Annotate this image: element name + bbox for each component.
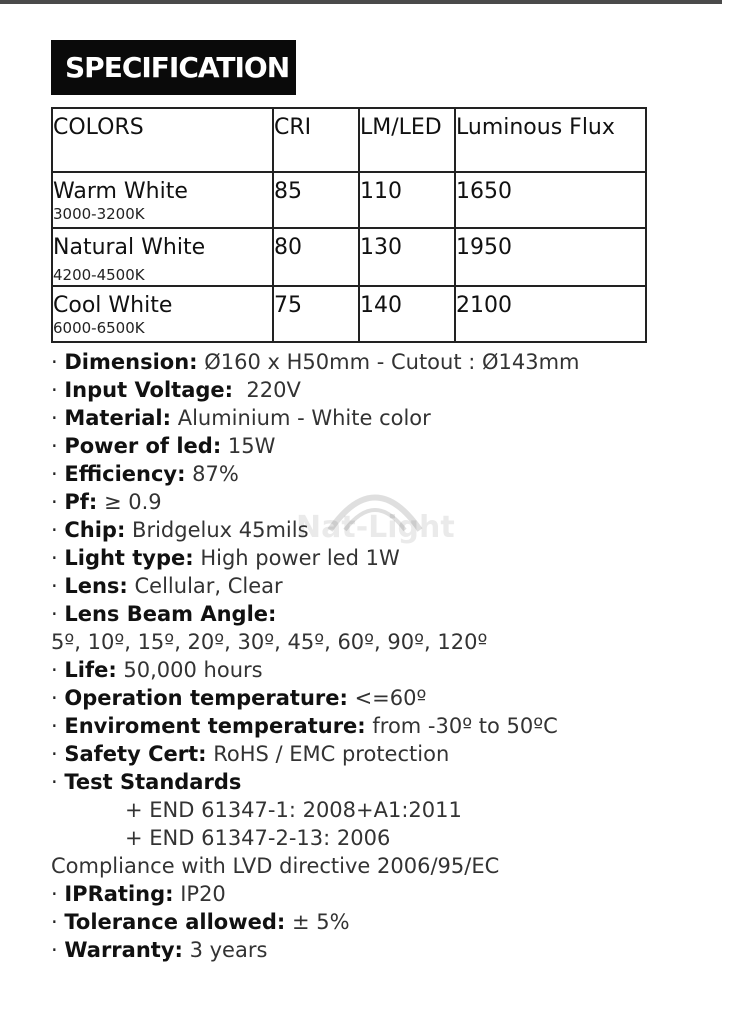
spec-ip-rating bbox=[51, 880, 711, 908]
color-name: Natural White bbox=[53, 235, 206, 260]
table-row bbox=[52, 228, 646, 286]
spec-warranty bbox=[51, 936, 711, 964]
spec-value: 15W bbox=[221, 434, 276, 458]
top-rule bbox=[0, 0, 722, 4]
spec-value: RoHS / EMC protection bbox=[206, 742, 450, 766]
spec-list bbox=[51, 348, 711, 964]
spec-label: Efficiency: bbox=[64, 462, 186, 486]
spec-value: 220V bbox=[233, 378, 301, 402]
bullet: · bbox=[51, 938, 65, 962]
cri-cell: 85 bbox=[273, 172, 359, 228]
spec-value: 50,000 hours bbox=[116, 658, 263, 682]
table-header-row bbox=[52, 108, 646, 172]
spec-value: IP20 bbox=[173, 882, 226, 906]
spec-value: Cellular, Clear bbox=[127, 574, 283, 598]
spec-pf bbox=[51, 488, 711, 516]
spec-beam-angle-values bbox=[51, 628, 711, 656]
header-lm-led: LM/LED bbox=[359, 108, 455, 172]
spec-environment-temperature bbox=[51, 712, 711, 740]
spec-value: Compliance with LVD directive 2006/95/EC bbox=[51, 854, 500, 878]
spec-chip bbox=[51, 516, 711, 544]
bullet: · bbox=[51, 434, 65, 458]
spec-label: Lens: bbox=[64, 574, 128, 598]
spec-safety-cert bbox=[51, 740, 711, 768]
spec-label: Input Voltage: bbox=[64, 378, 234, 402]
bullet: · bbox=[51, 574, 65, 598]
spec-value: ± 5% bbox=[285, 910, 350, 934]
header-luminous-flux: Luminous Flux bbox=[455, 108, 646, 172]
color-range: 3000-3200K bbox=[53, 205, 145, 223]
header-cri: CRI bbox=[273, 108, 359, 172]
spec-label: Test Standards bbox=[64, 770, 242, 794]
spec-label: Chip: bbox=[64, 518, 126, 542]
bullet: · bbox=[51, 686, 65, 710]
bullet: · bbox=[51, 742, 65, 766]
bullet: · bbox=[51, 462, 65, 486]
bullet: · bbox=[51, 910, 65, 934]
spec-label: Light type: bbox=[64, 546, 194, 570]
spec-value: Ø160 x H50mm - Cutout : Ø143mm bbox=[197, 350, 580, 374]
spec-label: IPRating: bbox=[64, 882, 174, 906]
spec-dimension bbox=[51, 348, 711, 376]
color-range: 4200-4500K bbox=[53, 266, 145, 284]
bullet: · bbox=[51, 490, 65, 514]
spec-label: Material: bbox=[64, 406, 172, 430]
spec-lens bbox=[51, 572, 711, 600]
color-cell bbox=[52, 228, 273, 286]
bullet: · bbox=[51, 714, 65, 738]
spec-label: Lens Beam Angle: bbox=[64, 602, 277, 626]
color-cell bbox=[52, 286, 273, 342]
spec-value: Bridgelux 45mils bbox=[125, 518, 309, 542]
spec-standard-item bbox=[51, 824, 711, 852]
header-colors: COLORS bbox=[52, 108, 273, 172]
spec-value: + END 61347-2-13: 2006 bbox=[125, 826, 391, 850]
spec-efficiency bbox=[51, 460, 711, 488]
spec-label: Tolerance allowed: bbox=[64, 910, 286, 934]
spec-value: from -30º to 50ºC bbox=[365, 714, 558, 738]
spec-value: ≥ 0.9 bbox=[97, 490, 162, 514]
spec-label: Operation temperature: bbox=[64, 686, 348, 710]
spec-label: Safety Cert: bbox=[64, 742, 207, 766]
page-title: SPECIFICATION bbox=[51, 40, 296, 95]
spec-label: Power of led: bbox=[64, 434, 222, 458]
bullet: · bbox=[51, 770, 65, 794]
table-row bbox=[52, 172, 646, 228]
spec-value: + END 61347-1: 2008+A1:2011 bbox=[125, 798, 462, 822]
lm-led-cell: 130 bbox=[359, 228, 455, 286]
spec-label: Life: bbox=[64, 658, 117, 682]
spec-value: 5º, 10º, 15º, 20º, 30º, 45º, 60º, 90º, 120º bbox=[51, 630, 488, 654]
color-name: Cool White bbox=[53, 293, 173, 318]
flux-cell: 1650 bbox=[455, 172, 646, 228]
cri-cell: 80 bbox=[273, 228, 359, 286]
spec-label: Dimension: bbox=[64, 350, 198, 374]
spec-lens-beam-angle bbox=[51, 600, 711, 628]
spec-material bbox=[51, 404, 711, 432]
color-range: 6000-6500K bbox=[53, 319, 145, 337]
bullet: · bbox=[51, 350, 65, 374]
color-cell bbox=[52, 172, 273, 228]
bullet: · bbox=[51, 518, 65, 542]
bullet: · bbox=[51, 602, 65, 626]
bullet: · bbox=[51, 406, 65, 430]
spec-light-type bbox=[51, 544, 711, 572]
bullet: · bbox=[51, 658, 65, 682]
color-spec-table bbox=[51, 107, 647, 343]
spec-operation-temperature bbox=[51, 684, 711, 712]
bullet: · bbox=[51, 546, 65, 570]
table-row bbox=[52, 286, 646, 342]
spec-value: <=60º bbox=[347, 686, 427, 710]
spec-label: Pf: bbox=[64, 490, 98, 514]
color-name: Warm White bbox=[53, 179, 188, 204]
bullet: · bbox=[51, 378, 65, 402]
spec-value: Aluminium - White color bbox=[171, 406, 431, 430]
spec-value: 87% bbox=[185, 462, 239, 486]
lm-led-cell: 140 bbox=[359, 286, 455, 342]
spec-label: Warranty: bbox=[64, 938, 183, 962]
flux-cell: 1950 bbox=[455, 228, 646, 286]
lm-led-cell: 110 bbox=[359, 172, 455, 228]
spec-value: 3 years bbox=[182, 938, 268, 962]
bullet: · bbox=[51, 882, 65, 906]
spec-power bbox=[51, 432, 711, 460]
spec-test-standards bbox=[51, 768, 711, 796]
spec-life bbox=[51, 656, 711, 684]
spec-value: High power led 1W bbox=[193, 546, 400, 570]
flux-cell: 2100 bbox=[455, 286, 646, 342]
spec-label: Enviroment temperature: bbox=[64, 714, 366, 738]
watermark-text: Nat-Light bbox=[296, 510, 455, 545]
spec-compliance bbox=[51, 852, 711, 880]
spec-standard-item bbox=[51, 796, 711, 824]
spec-input-voltage bbox=[51, 376, 711, 404]
cri-cell: 75 bbox=[273, 286, 359, 342]
spec-tolerance bbox=[51, 908, 711, 936]
